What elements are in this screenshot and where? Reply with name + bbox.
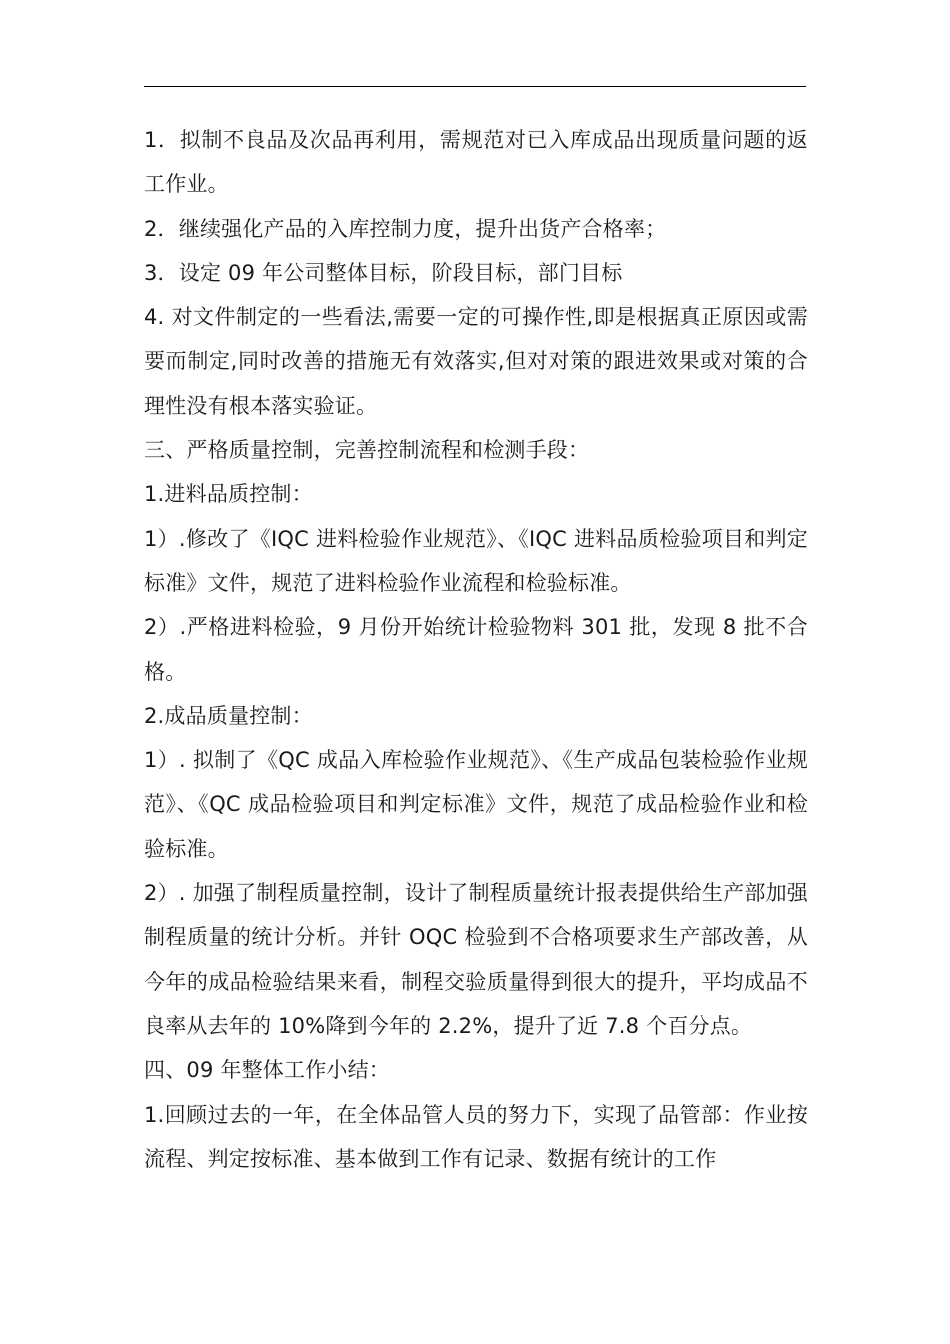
paragraph-item-2: 2．继续强化产品的入库控制力度，提升出货产合格率；: [144, 216, 667, 241]
section-heading-3: 三、严格质量控制，完善控制流程和检测手段：: [144, 438, 590, 463]
finished-item-2: 2）. 加强了制程质量控制，设计了制程质量统计报表提供给生产部加强制程质量的统计分析。并针 OQC 检验到不合格项要求生产部改善，从今年的成品检验结果来看，制程交验质量得到很大的提升，平均成品不良率从去年的 10%降到今年的 2.2%，提升了近 7.8 个百分点。: [144, 881, 808, 1038]
incoming-item-2: 2）.严格进料检验，9 月份开始统计检验物料 301 批，发现 8 批不合格。: [144, 615, 808, 684]
subsection-heading-incoming: 1.进料品质控制：: [144, 482, 313, 507]
section-heading-4: 四、09 年整体工作小结：: [144, 1058, 390, 1083]
document-body: [144, 118, 808, 1181]
paragraph-item-3: 3．设定 09 年公司整体目标，阶段目标，部门目标: [144, 260, 623, 285]
header-rule: [144, 86, 806, 87]
subsection-heading-finished: 2.成品质量控制：: [144, 703, 313, 728]
summary-item-1: 1.回顾过去的一年，在全体品管人员的努力下，实现了品管部：作业按流程、判定按标准、基本做到工作有记录、数据有统计的工作: [144, 1102, 808, 1171]
incoming-item-1: 1）.修改了《IQC 进料检验作业规范》、《IQC 进料品质检验项目和判定标准》文件，规范了进料检验作业流程和检验标准。: [144, 526, 808, 595]
finished-item-1: 1）. 拟制了《QC 成品入库检验作业规范》、《生产成品包装检验作业规范》、《QC 成品检验项目和判定标准》文件，规范了成品检验作业和检验标准。: [144, 748, 808, 861]
paragraph-item-4: 4. 对文件制定的一些看法,需要一定的可操作性,即是根据真正原因或需要而制定,同时改善的措施无有效落实,但对对策的跟进效果或对策的合理性没有根本落实验证。: [144, 305, 808, 418]
paragraph-item-1: 1．拟制不良品及次品再利用，需规范对已入库成品出现质量问题的返工作业。: [144, 128, 808, 197]
